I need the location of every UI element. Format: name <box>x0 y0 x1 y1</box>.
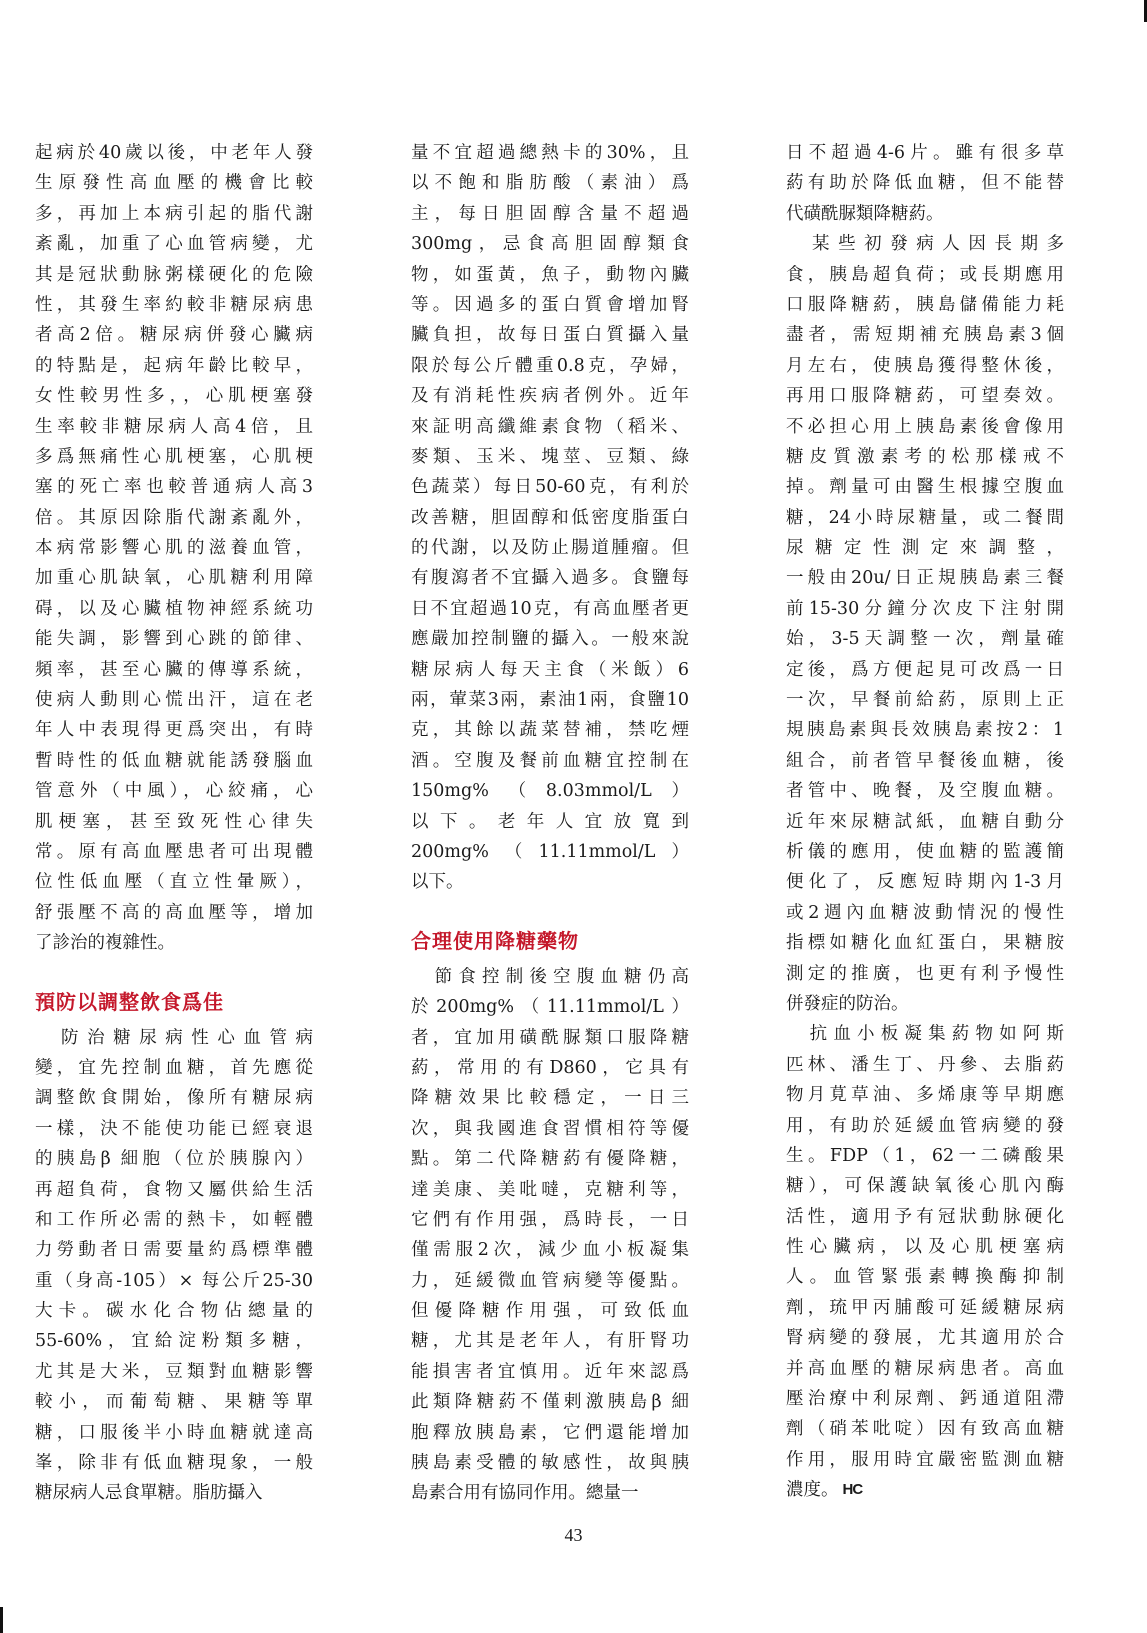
text-line: 糖，尤其是老年人，有肝腎功 <box>411 1331 689 1352</box>
text-line: 達美康、美吡噠，克糖利等， <box>411 1179 689 1200</box>
text-line: 大卡。碳水化合物佔總量的 <box>35 1301 313 1322</box>
text-line: 人。血管緊張素轉換酶抑制 <box>786 1267 1064 1288</box>
text-line: 酒。空腹及餐前血糖宜控制在 <box>411 750 689 771</box>
text-line: 等。因過多的蛋白質會增加腎 <box>411 294 689 315</box>
text-line: 200mg%（11.11mmol/L） <box>411 841 689 862</box>
text-line: 日不超過4-6片。雖有很多草 <box>786 143 1064 163</box>
end-mark-logo: HC <box>842 1481 863 1499</box>
text-line: 起病於40歲以後，中老年人發 <box>35 143 313 163</box>
text-line: 麥類、玉米、塊莖、豆類、綠 <box>411 446 689 467</box>
text-line: 本病常影響心肌的滋養血管， <box>35 538 313 559</box>
text-line: 主，每日胆固醇含量不超過 <box>411 203 689 224</box>
text-line: 生。FDP（1，62一二磷酸果 <box>786 1145 1064 1166</box>
text-line: 變，宜先控制血糖，首先應從 <box>35 1057 313 1078</box>
text-line: 它們有作用强，爲時長，一日 <box>411 1209 689 1230</box>
text-line: 定後，爲方便起見可改爲一日 <box>786 659 1064 680</box>
page-number: 43 <box>564 1525 583 1545</box>
text-line: 便化了，反應短時期內1-3月 <box>786 872 1064 893</box>
text-line: 併發症的防治。 <box>786 993 909 1014</box>
text-line: 壓治療中利尿劑、鈣通道阻滯 <box>786 1389 1064 1410</box>
text-line: 有腹瀉者不宜攝入過多。食鹽每 <box>411 568 689 589</box>
text-line: 一樣，決不能使功能已經衰退 <box>35 1118 313 1139</box>
text-line: 近年來尿糖試紙，血糖自動分 <box>786 811 1064 832</box>
text-line: 兩，葷菜3兩，素油1兩，食鹽10 <box>411 690 689 711</box>
text-line: 重（身高-105）× 每公斤25-30 <box>35 1270 313 1291</box>
text-line: 生原發性高血壓的機會比較 <box>35 173 313 194</box>
text-line: 常。原有高血壓患者可出現體 <box>35 841 313 862</box>
text-line: 抗血小板凝集葯物如阿斯 <box>786 1024 1064 1045</box>
text-line: 測定的推廣，也更有利予慢性 <box>786 963 1064 984</box>
text-line: 年人中表現得更爲突出，有時 <box>35 720 313 741</box>
text-line: 組合，前者管早餐後血糖，後 <box>786 750 1064 771</box>
section-heading: 合理使用降糖藥物 <box>411 928 579 953</box>
text-line: 較小，而葡萄糖、果糖等單 <box>35 1392 313 1413</box>
text-line: 以下。老年人宜放寬到 <box>411 811 689 832</box>
text-line: 紊亂，加重了心血管病變，尤 <box>35 234 313 255</box>
text-line: 性心臟病，以及心肌梗塞病 <box>786 1237 1064 1258</box>
text-line: 腎病變的發展，尤其適用於合 <box>786 1328 1064 1349</box>
text-line: 始，3-5天調整一次，劑量確 <box>786 629 1064 650</box>
text-line: 點。第二代降糖葯有優降糖， <box>411 1149 689 1170</box>
text-line: 管意外（中風），心絞痛，心 <box>35 781 313 802</box>
text-line: 次，與我國進食習慣相符等優 <box>411 1118 689 1139</box>
text-line: 了診治的複雜性。 <box>35 933 175 954</box>
text-line: 日不宜超過10克，有高血壓者更 <box>411 598 689 619</box>
text-line: 此類降糖葯不僅剌激胰島β 細 <box>411 1392 689 1413</box>
text-line: 匹林、潘生丁、丹參、去脂葯 <box>786 1054 1064 1075</box>
text-line: 色蔬菜）每日50-60克，有利於 <box>411 477 689 498</box>
paragraph <box>411 962 689 1509</box>
article-column-1 <box>35 138 313 1509</box>
text-line: 量不宜超過總熱卡的30%，且 <box>411 143 689 163</box>
text-line: 舒張壓不高的高血壓等，增加 <box>35 902 313 923</box>
text-line: 某些初發病人因長期多 <box>786 234 1064 255</box>
text-line: 物月莧草油、多烯康等早期應 <box>786 1085 1064 1106</box>
text-line: 濃度。 HC <box>786 1475 1064 1505</box>
text-line: 前15-30分鐘分次皮下注射開 <box>786 598 1064 619</box>
text-line: 僅需服2次，減少血小板凝集 <box>411 1240 689 1261</box>
text-line: 及有消耗性疾病者例外。近年 <box>411 386 689 407</box>
section-heading: 預防以調整飲食爲佳 <box>35 989 224 1014</box>
text-line: 糖），可保護缺氧後心肌內酶 <box>786 1176 1064 1197</box>
paragraph <box>35 1023 313 1509</box>
text-line: 物，如蛋黃，魚子，動物內臟 <box>411 264 689 285</box>
text-line: 代磺酰脲類降糖葯。 <box>786 203 944 224</box>
text-line: 150mg%（8.03mmol/L） <box>411 781 689 802</box>
text-line: 劑（硝苯吡啶）因有致高血糖 <box>786 1419 1064 1440</box>
text-line: 使病人動則心慌出汗，這在老 <box>35 690 313 711</box>
text-line: 尿糖定性測定來調整， <box>786 538 1064 559</box>
text-line: 防治糖尿病性心血管病 <box>35 1027 313 1048</box>
text-line: 應嚴加控制鹽的攝入。一般來說 <box>411 629 689 650</box>
text-line: 和工作所必需的熱卡，如輕體 <box>35 1209 313 1230</box>
text-line: 於200mg%（11.11mmol/L） <box>411 997 689 1018</box>
text-line: 女性較男性多，，心肌梗塞發 <box>35 386 313 407</box>
text-line: 肌梗塞，甚至致死性心律失 <box>35 811 313 832</box>
text-line: 300mg，忌食高胆固醇類食 <box>411 234 689 255</box>
text-line: 的代謝，以及防止腸道腫瘤。但 <box>411 538 689 559</box>
text-line: 者管中、晚餐，及空腹血糖。 <box>786 781 1064 802</box>
text-line: 食，胰島超負荷；或長期應用 <box>786 264 1064 285</box>
text-line: 糖尿病人忌食單糖。脂肪攝入 <box>35 1483 263 1504</box>
text-line: 的胰島β 細胞（位於胰腺內） <box>35 1149 313 1170</box>
paragraph <box>411 138 689 898</box>
text-line: 多爲無痛性心肌梗塞，心肌梗 <box>35 446 313 467</box>
text-line: 加重心肌缺氧，心肌糖利用障 <box>35 568 313 589</box>
paragraph <box>786 138 1064 229</box>
text-line: 者，宜加用磺酰脲類口服降糖 <box>411 1027 689 1048</box>
text-line: 者高2倍。糖尿病併發心臟病 <box>35 325 313 346</box>
text-line: 生率較非糖尿病人高4倍，且 <box>35 416 313 437</box>
text-line: 析儀的應用，使血糖的監護簡 <box>786 841 1064 862</box>
text-line: 葯有助於降低血糖，但不能替 <box>786 173 1064 194</box>
text-line: 臟負担，故每日蛋白質攝入量 <box>411 325 689 346</box>
text-line: 限於每公斤體重0.8克，孕婦， <box>411 355 689 376</box>
text-line: 多，再加上本病引起的脂代謝 <box>35 203 313 224</box>
text-line: 改善糖，胆固醇和低密度脂蛋白 <box>411 507 689 528</box>
text-line: 規胰島素與長效胰島素按2：1 <box>786 720 1064 741</box>
text-line: 降糖效果比較穩定，一日三 <box>411 1088 689 1109</box>
text-line: 用，有助於延緩血管病變的發 <box>786 1115 1064 1136</box>
text-line: 其是冠狀動脉粥樣硬化的危險 <box>35 264 313 285</box>
text-line: 不必担心用上胰島素後會像用 <box>786 416 1064 437</box>
text-line: 調整飲食開始，像所有糖尿病 <box>35 1088 313 1109</box>
text-line: 位性低血壓（直立性暈厥）， <box>35 872 313 893</box>
text-line: 頻率，甚至心臟的傳導系統， <box>35 659 313 680</box>
paragraph <box>35 138 313 959</box>
text-line: 指標如糖化血紅蛋白，果糖胺 <box>786 933 1064 954</box>
text-line: 胰島素受體的敏感性，故與胰 <box>411 1453 689 1474</box>
text-line: 島素合用有協同作用。總量一 <box>411 1483 639 1504</box>
text-line: 再超負荷，食物又屬供給生活 <box>35 1179 313 1200</box>
text-line: 作用，服用時宜嚴密監測血糖 <box>786 1449 1064 1470</box>
text-line: 月左右，使胰島獲得整休後， <box>786 355 1064 376</box>
text-line: 55-60%，宜給淀粉類多糖， <box>35 1331 313 1352</box>
text-line: 來証明高纖維素食物（稻米、 <box>411 416 689 437</box>
text-line: 以不飽和脂肪酸（素油）爲 <box>411 173 689 194</box>
text-line: 以下。 <box>411 872 464 893</box>
text-line: 暫時性的低血糖就能誘發腦血 <box>35 750 313 771</box>
text-line: 再用口服降糖葯，可望奏效。 <box>786 386 1064 407</box>
text-line: 力勞動者日需要量約爲標準體 <box>35 1240 313 1261</box>
text-line: 塞的死亡率也較普通病人高3 <box>35 477 313 498</box>
text-line: 碍，以及心臟植物神經系統功 <box>35 598 313 619</box>
text-line: 或2週內血糖波動情況的慢性 <box>786 902 1064 923</box>
text-line: 一次，早餐前給葯，原則上正 <box>786 690 1064 711</box>
text-line: 葯，常用的有D860，它具有 <box>411 1057 689 1078</box>
text-line: 克，其餘以蔬菜替補，禁吃煙 <box>411 720 689 741</box>
text-line: 力，延緩微血管病變等優點。 <box>411 1270 689 1291</box>
text-line: 并高血壓的糖尿病患者。高血 <box>786 1358 1064 1379</box>
text-line: 糖，24小時尿糖量，或二餐間 <box>786 507 1064 528</box>
text-line: 糖尿病人每天主食（米飯）6 <box>411 659 689 680</box>
text-line: 一般由20u/日正規胰島素三餐 <box>786 568 1064 589</box>
text-line: 口服降糖葯，胰島儲備能力耗 <box>786 294 1064 315</box>
text-line: 胞釋放胰島素，它們還能增加 <box>411 1422 689 1443</box>
text-line: 性，其發生率約較非糖尿病患 <box>35 294 313 315</box>
text-line: 糖皮質激素考的松那樣戒不 <box>786 446 1064 467</box>
article-column-3 <box>786 138 1064 1506</box>
text-line: 劑，琉甲丙脯酸可延緩糖尿病 <box>786 1297 1064 1318</box>
text-line: 盡者，需短期補充胰島素3個 <box>786 325 1064 346</box>
article-column-2 <box>411 138 689 1509</box>
text-line: 節食控制後空腹血糖仍高 <box>411 966 689 987</box>
text-line: 能失調，影響到心跳的節律、 <box>35 629 313 650</box>
text-line: 尤其是大米，豆類對血糖影響 <box>35 1361 313 1382</box>
text-line: 能損害者宜慎用。近年來認爲 <box>411 1361 689 1382</box>
paragraph <box>786 1019 1064 1505</box>
scan-edge-mark <box>0 1607 3 1633</box>
paragraph <box>786 229 1064 1019</box>
text-line: 的特點是，起病年齡比較早， <box>35 355 313 376</box>
text-line: 但優降糖作用强，可致低血 <box>411 1301 689 1322</box>
text-line: 峯，除非有低血糖現象，一般 <box>35 1453 313 1474</box>
text-line: 掉。劑量可由醫生根據空腹血 <box>786 477 1064 498</box>
text-line: 糖，口服後半小時血糖就達高 <box>35 1422 313 1443</box>
text-line: 倍。其原因除脂代謝紊亂外， <box>35 507 313 528</box>
text-line: 活性，適用予有冠狀動脉硬化 <box>786 1206 1064 1227</box>
